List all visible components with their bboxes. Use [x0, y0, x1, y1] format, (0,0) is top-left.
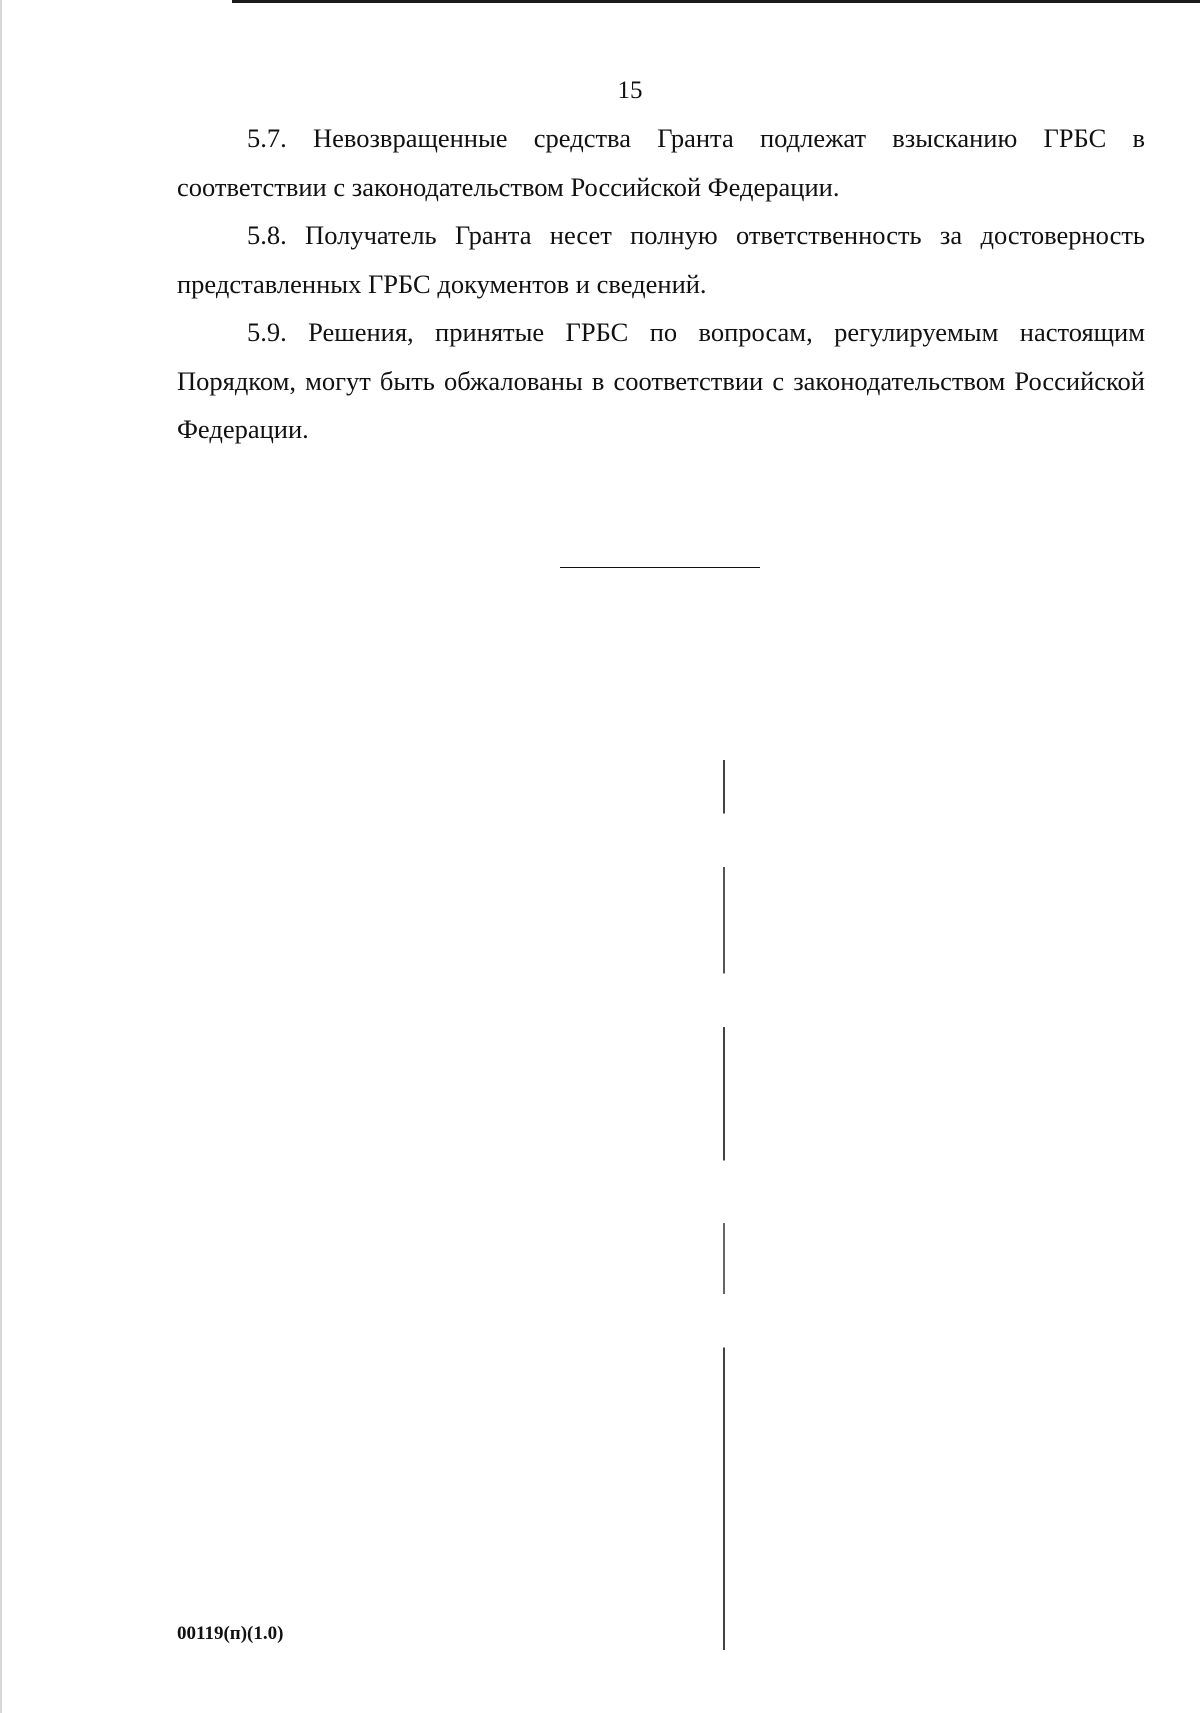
paragraph-5-8: 5.8. Получатель Гранта несет полную ответственность за достоверность представленных ГРБС документов и сведений. [177, 220, 1145, 299]
body-text [177, 114, 1145, 454]
document-code: 00119(п)(1.0) [177, 1623, 284, 1644]
end-separator-line [560, 567, 760, 568]
paragraph-5-9: 5.9. Решения, принятые ГРБС по вопросам, регулируемым настоящим Порядком, могут быть обжалованы в соответствии с законодательством Российской Федерации. [177, 317, 1145, 444]
page-number: 15 [617, 77, 643, 104]
paragraph-5-7: 5.7. Невозвращенные средства Гранта подлежат взысканию ГРБС в соответствии с законодательством Российской Федерации. [177, 123, 1145, 202]
scan-edge-top [232, 0, 1200, 3]
scan-fold-line [723, 760, 725, 1650]
scan-edge-left [0, 0, 2, 1713]
